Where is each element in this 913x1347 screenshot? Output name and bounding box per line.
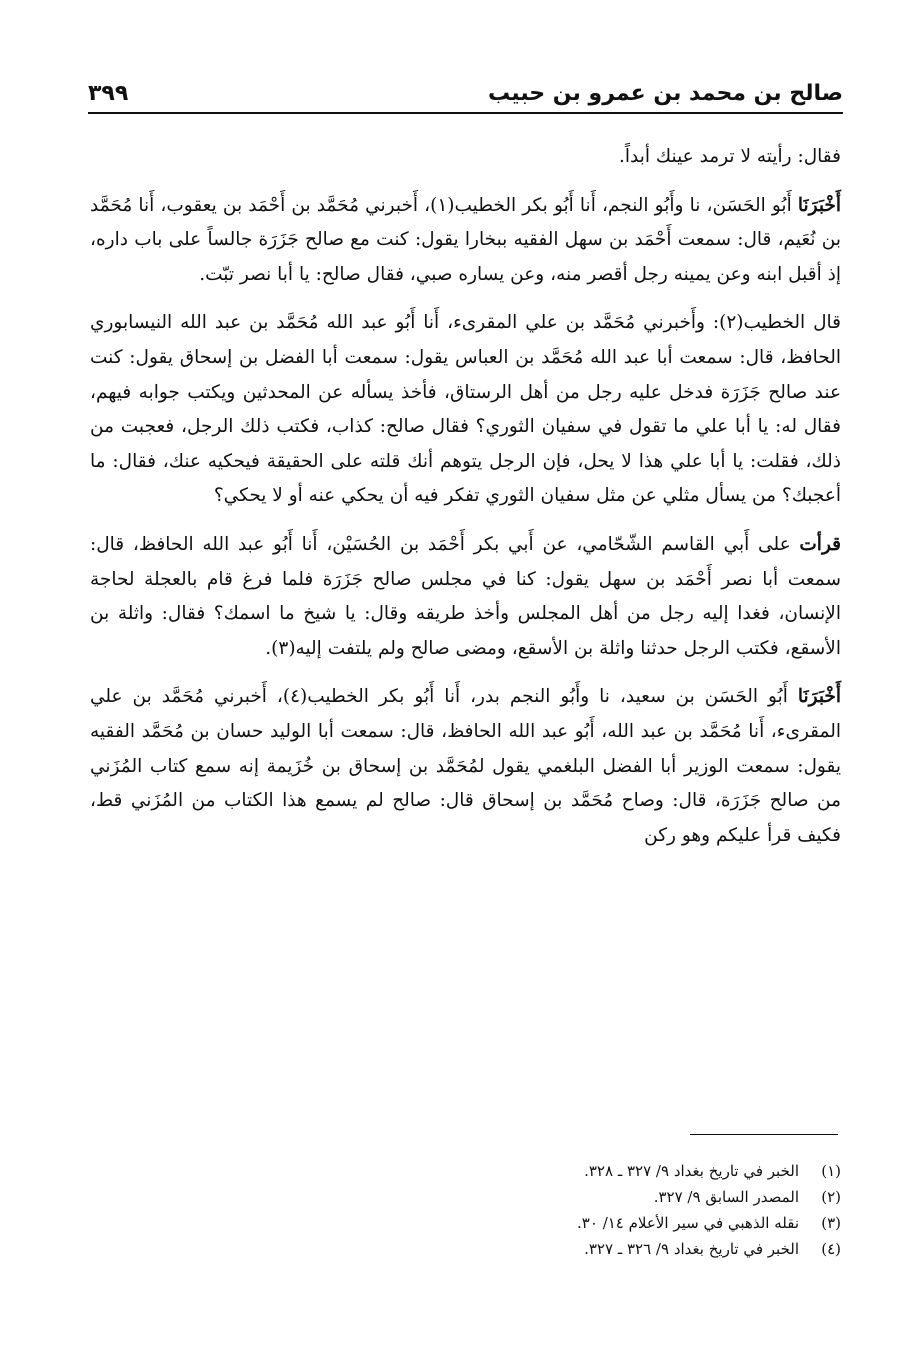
footnote-number: (٤) — [821, 1240, 841, 1258]
chapter-title: صالح بن محمد بن عمرو بن حبيب — [488, 80, 843, 106]
footnote-number: (١) — [821, 1162, 841, 1180]
footnote — [577, 1158, 841, 1184]
footnote — [577, 1210, 841, 1236]
footnote-text: المصدر السابق ٩/ ٣٢٧. — [653, 1188, 799, 1206]
footnote-number: (٢) — [821, 1188, 841, 1206]
paragraph-lead: أَخْبَرَنَا — [797, 686, 842, 708]
paragraph-text: على أَبي القاسم الشّحّامي، عن أَبي بكر أَحْمَد بن الحُسَيْن، أَنا أَبُو عبد الله الحافظ، قال: سمعت أبا نصر أَحْمَد بن سهل يقول: كنا في مجلس صالح جَزَرَة فلما فرغ قام بالعجلة لحاجة الإنسان، فغدا إليه رجل من أهل المجلس وأخذ طريقه وقال: يا شيخ ما اسمك؟ فقال: واثلة بن الأسقع، فكتب الرجل حدثنا واثلة بن الأسقع، ومضى صالح ولم يلتفت إليه(٣). — [90, 533, 841, 659]
footnote — [577, 1184, 841, 1210]
footnotes — [577, 1158, 841, 1262]
paragraph-text: قال الخطيب(٢): وأَخبرني مُحَمَّد بن علي المقرىء، أَنا أَبُو عبد الله مُحَمَّد بن عبد الله النيسابوري الحافظ، قال: سمعت أبا عبد الله مُحَمَّد بن العباس يقول: سمعت أبا الفضل بن إسحاق يقول: كنت عند صالح جَزَرَة فدخل عليه رجل من أهل الرستاق، فأخذ يسأله عن المحدثين ويكتب جوابه فيهم، فقال له: يا أبا علي ما تقول في سفيان الثوري؟ فقال صالح: كذاب، فكتب ذلك الرجل، فعجبت من ذلك، فقلت: يا أبا علي هذا لا يحل، فإن الرجل يتوهم أنك قلته على الحقيقة فيحكيه عنك، فقال: ما أعجبك؟ من يسأل مثلي عن مثل سفيان الثوري تفكر فيه أن يحكي عنه أو لا يحكي؟ — [90, 312, 841, 507]
page-number: ٣٩٩ — [88, 80, 129, 106]
footnote-divider — [690, 1134, 838, 1135]
footnote-number: (٣) — [821, 1214, 841, 1232]
paragraph-text: أَبُو الحَسَن، نا وأَبُو النجم، أَنا أَبُو بكر الخطيب(١)، أَخبرني مُحَمَّد بن أَحْمَد بن يعقوب، أَنا مُحَمَّد بن نُعَيم، قال: سمعت أَحْمَد بن سهل الفقيه ببخارا يقول: كنت مع صالح جَزَرَة جالساً على باب داره، إذ أقبل ابنه وعن يمينه رجل أقصر منه، وعن يساره صبي، فقال صالح: يا أبا نصر تبّت. — [90, 194, 841, 285]
paragraph-text: فقال: رأيته لا ترمد عينك أبداً. — [619, 146, 841, 167]
paragraph — [90, 189, 841, 293]
footnote-text: الخبر في تاريخ بغداد ٩/ ٣٢٦ ـ ٣٢٧. — [584, 1240, 799, 1258]
paragraph — [90, 306, 841, 514]
paragraph-text: أَبُو الحَسَن بن سعيد، نا وأَبُو النجم بدر، أَنا أَبُو بكر الخطيب(٤)، أَخبرني مُحَمَّد بن علي المقرىء، أَنا مُحَمَّد بن عبد الله، أَبُو عبد الله الحافظ، قال: سمعت أبا الوليد حسان بن مُحَمَّد الفقيه يقول: سمعت الوزير أبا الفضل البلغمي يقول لمُحَمَّد بن إسحاق بن خُزَيمة إنه سمع كتاب المُزَني من صالح جَزَرَة، قال: وصاح مُحَمَّد بن إسحاق قال: صالح لم يسمع هذا الكتاب من المُزَني قط، فكيف قرأ عليكم وهو ركن — [90, 686, 841, 846]
paragraph — [90, 140, 841, 175]
main-text — [90, 140, 841, 867]
paragraph-lead: قرأت — [799, 533, 841, 555]
footnote-text: نقله الذهبي في سير الأعلام ١٤/ ٣٠. — [577, 1214, 799, 1232]
paragraph — [90, 680, 841, 853]
paragraph — [90, 528, 841, 666]
running-header — [88, 74, 843, 114]
footnote — [577, 1236, 841, 1262]
footnote-text: الخبر في تاريخ بغداد ٩/ ٣٢٧ ـ ٣٢٨. — [584, 1162, 799, 1180]
paragraph-lead: أَخْبَرَنَا — [797, 194, 841, 216]
